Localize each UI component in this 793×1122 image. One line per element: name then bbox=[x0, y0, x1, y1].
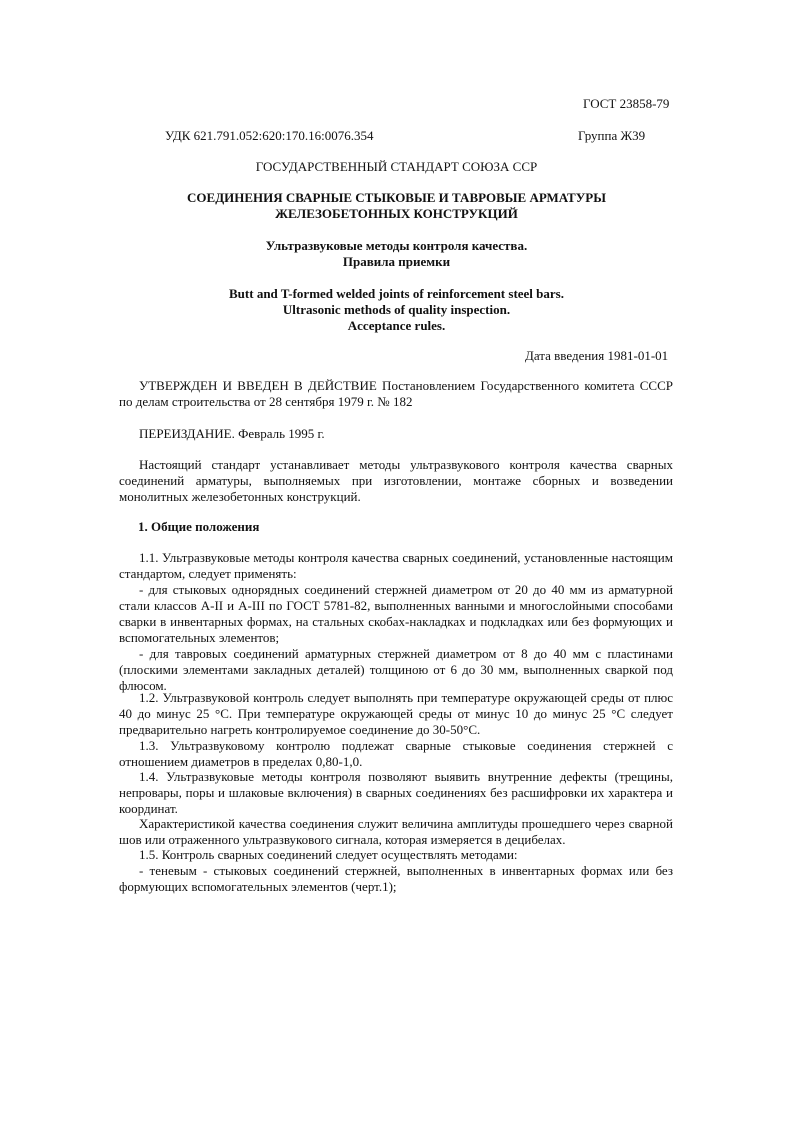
paragraph-1-5-a: - теневым - стыковых соединений стержней, выполненных в инвентарных формах или без формующих вспомогательных элементов (черт.1); bbox=[119, 863, 673, 894]
paragraph-1-3: 1.3. Ультразвуковому контролю подлежат сварные стыковые соединения стержней с отношением диаметров в пределах 0,80-1,0. bbox=[119, 738, 673, 769]
paragraph-1-1: 1.1. Ультразвуковые методы контроля качества сварных соединений, установленные настоящим стандартом, следует применять: bbox=[119, 550, 673, 581]
paragraph-1-1-a: - для стыковых однорядных соединений стержней диаметром от 20 до 40 мм из арматурной стали классов А-II и А-III по ГОСТ 5781-82, выполненных ванными и многослойными способами сварки в инвентарных формах, на стальных скобах-накладках и подкладках или без формующих и вспомогательных элементов; bbox=[119, 582, 673, 645]
approval-paragraph: УТВЕРЖДЕН И ВВЕДЕН В ДЕЙСТВИЕ Постановлением Государственного комитета СССР по делам строительства от 28 сентября 1979 г. № 182 bbox=[119, 378, 673, 409]
gost-number: ГОСТ 23858-79 bbox=[583, 96, 670, 111]
section-heading: 1. Общие положения bbox=[138, 519, 260, 534]
subtitle-line-2: Правила приемки bbox=[342, 254, 451, 269]
paragraph-1-1-b: - для тавровых соединений арматурных стержней диаметром от 8 до 40 мм с пластинами (плоскими элементами закладных деталей) толщиною от 6 до 30 мм, выполненных сваркой под флюсом. bbox=[119, 646, 673, 693]
scope-paragraph: Настоящий стандарт устанавливает методы ультразвукового контроля качества сварных соединений арматуры, выполняемых при изготовлении, монтаже сборных и возведении монолитных железобетонных конструкций. bbox=[119, 457, 673, 504]
english-title-line-1: Butt and T-formed welded joints of reinforcement steel bars. bbox=[229, 286, 564, 301]
group-code: Группа Ж39 bbox=[578, 128, 646, 143]
standard-type: ГОСУДАРСТВЕННЫЙ СТАНДАРТ СОЮЗА ССР bbox=[255, 159, 538, 174]
paragraph-1-5: 1.5. Контроль сварных соединений следует осуществлять методами: bbox=[139, 847, 518, 862]
reissue-note: ПЕРЕИЗДАНИЕ. Февраль 1995 г. bbox=[139, 426, 325, 441]
english-title-line-3: Acceptance rules. bbox=[347, 318, 446, 333]
udk-code: УДК 621.791.052:620:170.16:0076.354 bbox=[165, 128, 374, 143]
paragraph-1-4-b: Характеристикой качества соединения служит величина амплитуды прошедшего через сварной шов или отраженного ультразвукового сигнала, которая измеряется в децибелах. bbox=[119, 816, 673, 847]
paragraph-1-4: 1.4. Ультразвуковые методы контроля позволяют выявить внутренние дефекты (трещины, непровары, поры и шлаковые включения) в сварных соединениях без расшифровки их характера и координат. bbox=[119, 769, 673, 816]
title-line-1: СОЕДИНЕНИЯ СВАРНЫЕ СТЫКОВЫЕ И ТАВРОВЫЕ АРМАТУРЫ bbox=[187, 190, 606, 205]
paragraph-1-2: 1.2. Ультразвуковой контроль следует выполнять при температуре окружающей среды от плюс 40 до минус 25 °С. При температуре окружающей среды от минус 10 до минус 25 °С следует предварительно нагреть контролируемое соединение до 30-50°С. bbox=[119, 690, 673, 737]
introduction-date: Дата введения 1981-01-01 bbox=[525, 348, 669, 363]
subtitle-line-1: Ультразвуковые методы контроля качества. bbox=[265, 238, 528, 253]
english-title-line-2: Ultrasonic methods of quality inspection. bbox=[282, 302, 511, 317]
title-line-2: ЖЕЛЕЗОБЕТОННЫХ КОНСТРУКЦИЙ bbox=[275, 206, 518, 221]
